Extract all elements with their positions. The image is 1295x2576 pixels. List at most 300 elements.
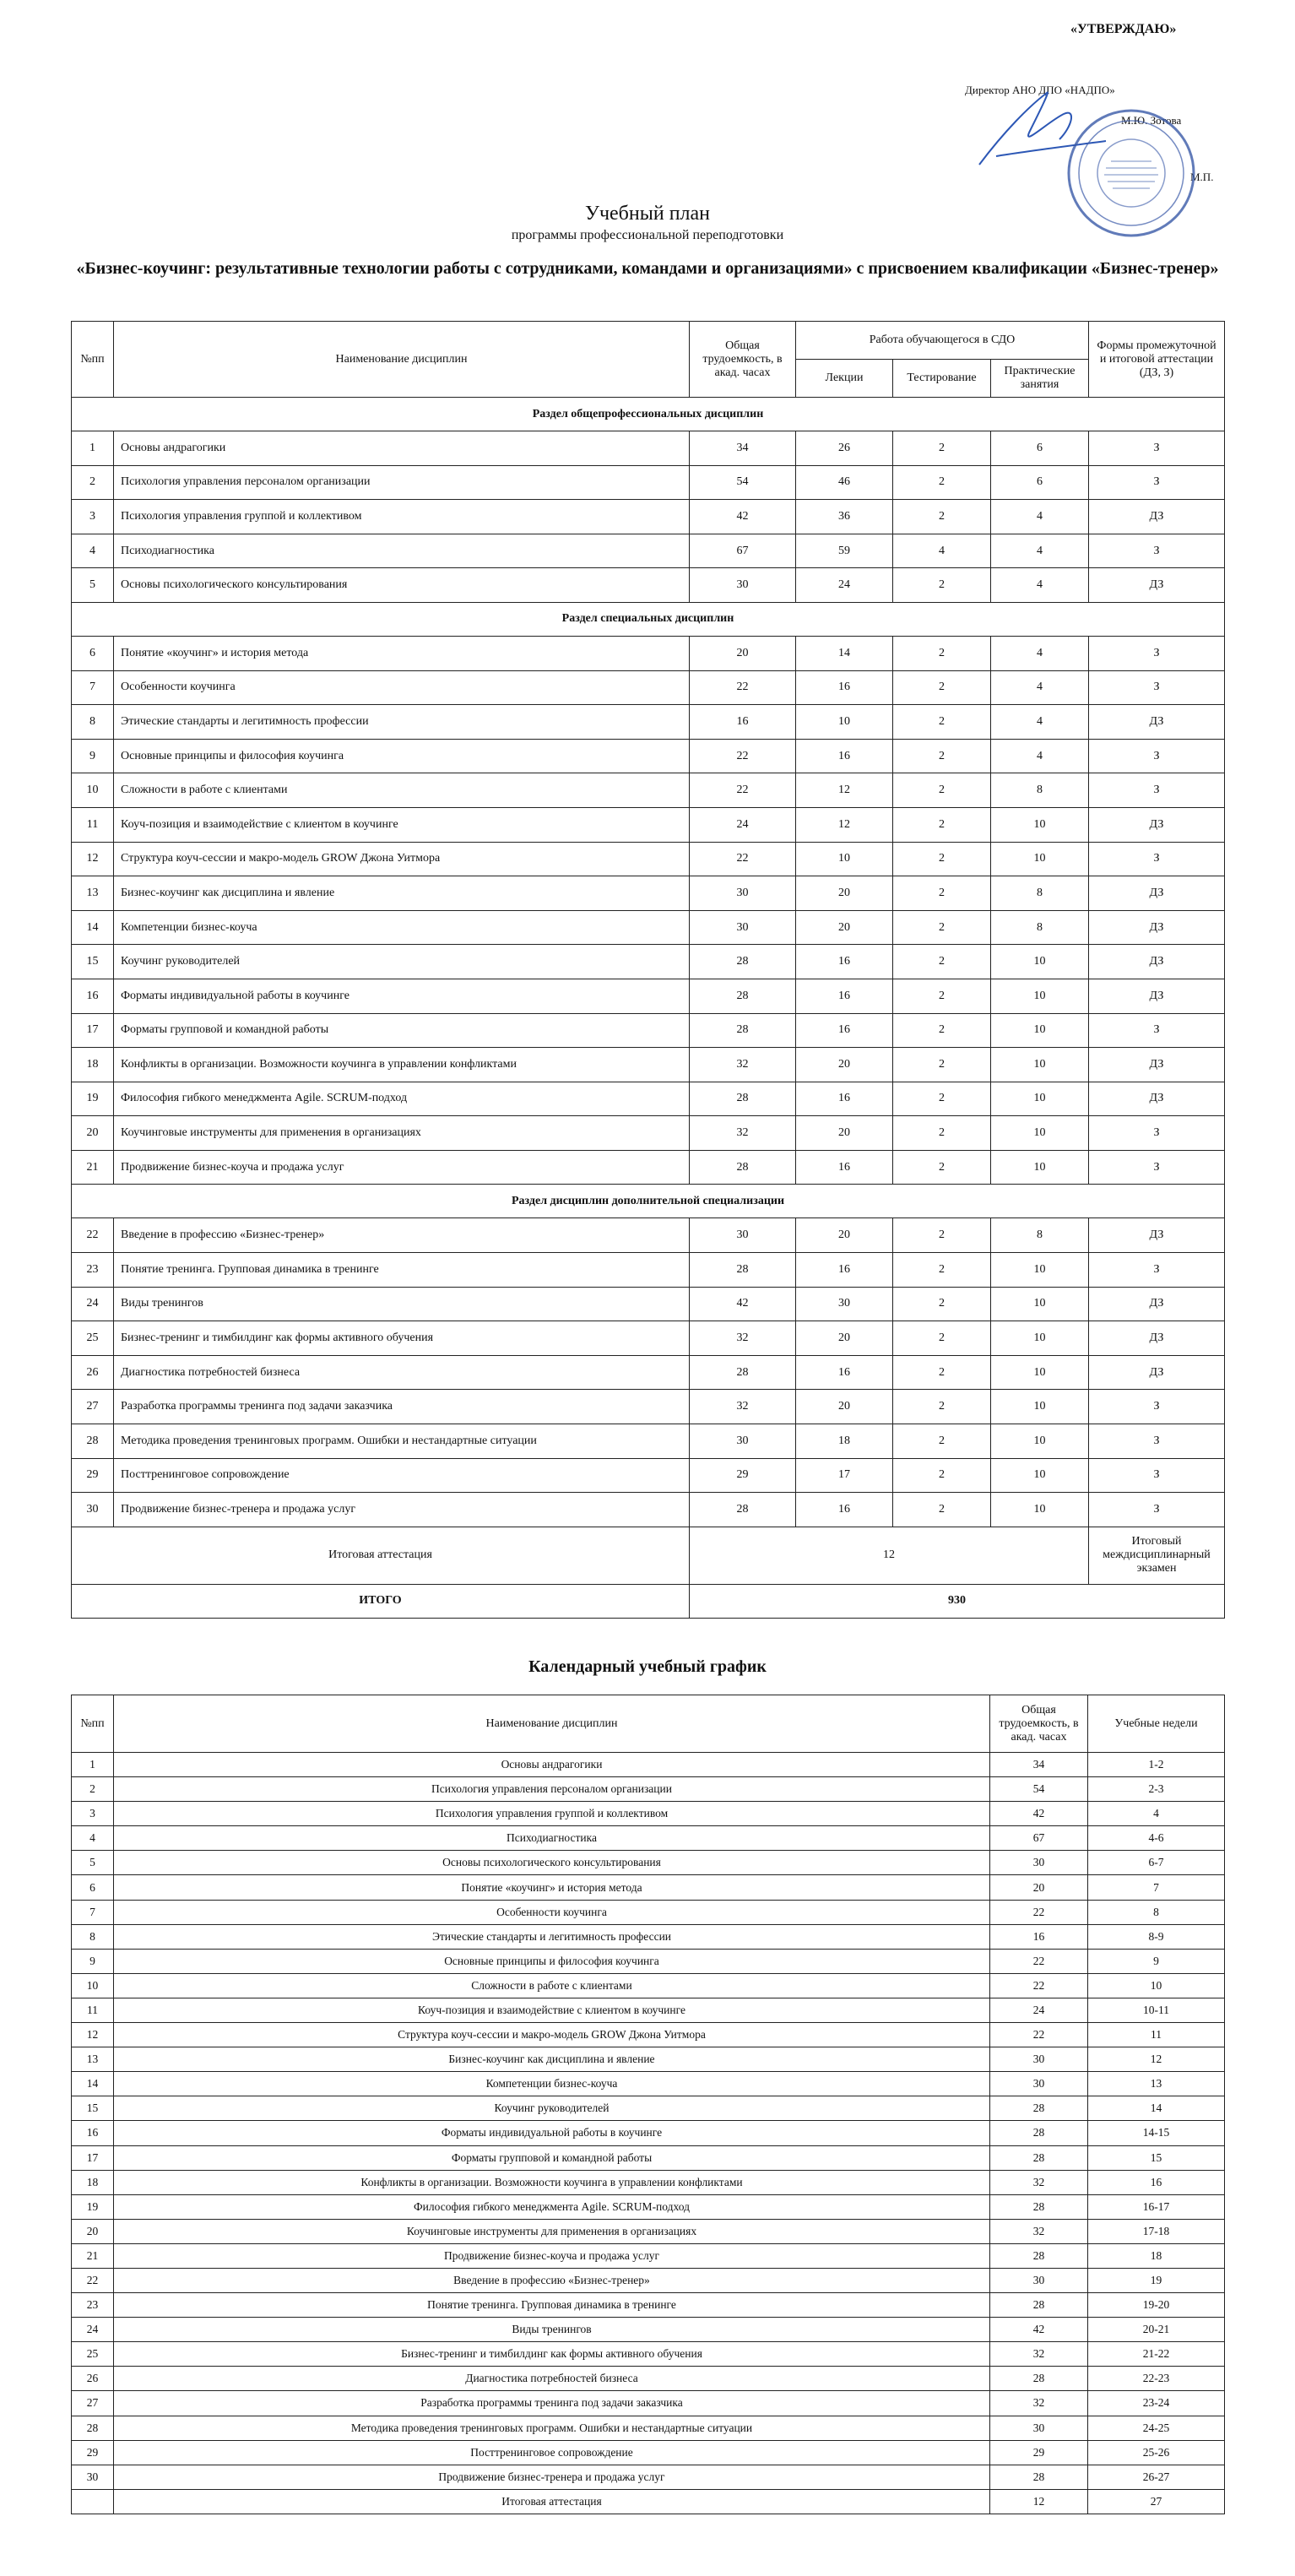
cell-num: 1 (72, 431, 114, 466)
table-row (72, 2219, 1225, 2243)
cal-cell-weeks: 13 (1088, 2072, 1225, 2096)
cell-form: З (1089, 670, 1225, 705)
cell-num: 13 (72, 876, 114, 911)
cal-cell-num: 28 (72, 2416, 114, 2440)
cal-cell-name: Понятие «коучинг» и история метода (114, 1875, 990, 1900)
cal-cell-weeks: 16-17 (1088, 2194, 1225, 2219)
cal-cell-name: Основы психологического консультирования (114, 1851, 990, 1875)
table-row (72, 2170, 1225, 2194)
cal-cell-num: 30 (72, 2465, 114, 2489)
cell-testing: 2 (893, 910, 991, 945)
table-row (72, 1875, 1225, 1900)
cell-practice: 10 (991, 1493, 1089, 1527)
cal-cell-weeks: 14-15 (1088, 2121, 1225, 2145)
cell-lectures: 18 (796, 1424, 893, 1459)
cell-name: Методика проведения тренинговых программ. Ошибки и нестандартные ситуации (114, 1424, 690, 1459)
table-row (72, 2023, 1225, 2047)
cal-cell-weeks: 19-20 (1088, 2293, 1225, 2318)
cell-testing: 2 (893, 1355, 991, 1390)
cell-total: 34 (690, 431, 796, 466)
cal-cell-total: 28 (990, 2096, 1088, 2121)
cal-cell-num: 23 (72, 2293, 114, 2318)
cal-cell-name: Бизнес-тренинг и тимбилдинг как формы активного обучения (114, 2342, 990, 2367)
table-row (72, 534, 1225, 568)
cell-num: 6 (72, 636, 114, 670)
cal-cell-total: 28 (990, 2293, 1088, 2318)
cal-cell-weeks: 9 (1088, 1949, 1225, 1973)
cell-name: Бизнес-коучинг как дисциплина и явление (114, 876, 690, 911)
cell-form: ДЗ (1089, 910, 1225, 945)
cal-cell-num: 22 (72, 2268, 114, 2292)
cell-name: Этические стандарты и легитимность профессии (114, 705, 690, 740)
cell-name: Психодиагностика (114, 534, 690, 568)
cal-cell-total: 24 (990, 1998, 1088, 2022)
table-row (72, 1900, 1225, 1924)
cell-name: Виды тренингов (114, 1287, 690, 1321)
cell-name: Структура коуч-сессии и макро-модель GROW Джона Уитмора (114, 842, 690, 876)
header-total: Общая трудоемкость, в акад. часах (690, 322, 796, 398)
cell-practice: 10 (991, 842, 1089, 876)
cell-testing: 2 (893, 568, 991, 603)
cal-cell-name: Продвижение бизнес-коуча и продажа услуг (114, 2243, 990, 2268)
section-title: Раздел специальных дисциплин (72, 602, 1225, 636)
cal-cell-weeks: 20-21 (1088, 2318, 1225, 2342)
table-row (72, 1321, 1225, 1356)
cal-cell-num: 26 (72, 2367, 114, 2391)
cell-name: Введение в профессию «Бизнес-тренер» (114, 1218, 690, 1253)
cell-practice: 4 (991, 670, 1089, 705)
cal-cell-total: 22 (990, 2023, 1088, 2047)
cell-total: 28 (690, 1253, 796, 1288)
table-row (72, 1082, 1225, 1116)
cell-name: Форматы индивидуальной работы в коучинге (114, 979, 690, 1013)
cell-testing: 2 (893, 1218, 991, 1253)
table-row (72, 1048, 1225, 1082)
cell-total: 22 (690, 739, 796, 773)
curriculum-table (71, 321, 1225, 1619)
cell-practice: 10 (991, 979, 1089, 1013)
cell-lectures: 12 (796, 807, 893, 842)
cell-form: З (1089, 1424, 1225, 1459)
cal-cell-num: 11 (72, 1998, 114, 2022)
cell-lectures: 17 (796, 1458, 893, 1493)
cell-total: 28 (690, 1013, 796, 1048)
cell-lectures: 14 (796, 636, 893, 670)
table-row (72, 2391, 1225, 2416)
cell-form: ДЗ (1089, 1082, 1225, 1116)
cal-cell-name: Бизнес-коучинг как дисциплина и явление (114, 2047, 990, 2072)
table-row (72, 1753, 1225, 1777)
cell-practice: 10 (991, 1116, 1089, 1151)
cell-total: 28 (690, 979, 796, 1013)
cal-cell-weeks: 16 (1088, 2170, 1225, 2194)
cell-name: Посттренинговое сопровождение (114, 1458, 690, 1493)
cell-form: ДЗ (1089, 1355, 1225, 1390)
cell-practice: 4 (991, 739, 1089, 773)
cal-cell-num: 12 (72, 2023, 114, 2047)
cell-num: 3 (72, 500, 114, 534)
cal-cell-num: 24 (72, 2318, 114, 2342)
cell-form: З (1089, 1458, 1225, 1493)
cell-testing: 2 (893, 1048, 991, 1082)
table-row (72, 500, 1225, 534)
table-row (72, 1458, 1225, 1493)
cell-name: Психология управления персоналом организации (114, 465, 690, 500)
program-title: «Бизнес-коучинг: результативные технологии работы с сотрудниками, командами и организациями» с присвоением квалификации «Бизнес-тренер» (76, 259, 1219, 278)
cell-lectures: 24 (796, 568, 893, 603)
table-row (72, 2145, 1225, 2170)
cell-practice: 4 (991, 636, 1089, 670)
cal-cell-num: 7 (72, 1900, 114, 1924)
table-row (72, 1851, 1225, 1875)
table-row (72, 1998, 1225, 2022)
header-testing: Тестирование (893, 360, 991, 398)
cal-cell-total: 28 (990, 2145, 1088, 2170)
table-row (72, 1493, 1225, 1527)
cell-num: 2 (72, 465, 114, 500)
cal-cell-total: 30 (990, 2416, 1088, 2440)
table-row (72, 739, 1225, 773)
cal-cell-weeks: 23-24 (1088, 2391, 1225, 2416)
cell-name: Понятие «коучинг» и история метода (114, 636, 690, 670)
cell-total: 24 (690, 807, 796, 842)
cal-cell-weeks: 15 (1088, 2145, 1225, 2170)
cal-cell-weeks: 25-26 (1088, 2440, 1225, 2465)
cell-practice: 8 (991, 876, 1089, 911)
cal-cell-total: 67 (990, 1826, 1088, 1851)
table-row (72, 1924, 1225, 1949)
cal-cell-total: 54 (990, 1777, 1088, 1802)
table-row (72, 2318, 1225, 2342)
cal-cell-weeks: 24-25 (1088, 2416, 1225, 2440)
table-row (72, 2194, 1225, 2219)
cal-cell-weeks: 22-23 (1088, 2367, 1225, 2391)
cal-cell-num: 9 (72, 1949, 114, 1973)
cell-form: ДЗ (1089, 1287, 1225, 1321)
table-row (72, 945, 1225, 979)
cell-testing: 4 (893, 534, 991, 568)
cal-cell-num: 20 (72, 2219, 114, 2243)
cell-num: 12 (72, 842, 114, 876)
section-row (72, 602, 1225, 636)
cal-cell-name: Основы андрагогики (114, 1753, 990, 1777)
cell-lectures: 36 (796, 500, 893, 534)
cal-cell-name: Разработка программы тренинга под задачи заказчика (114, 2391, 990, 2416)
cal-cell-total: 28 (990, 2121, 1088, 2145)
cell-num: 23 (72, 1253, 114, 1288)
cell-num: 7 (72, 670, 114, 705)
table-row (72, 1777, 1225, 1802)
signer-name: М.Ю. Зотова (1121, 114, 1182, 127)
table-row (72, 1826, 1225, 1851)
section-title: Раздел общепрофессиональных дисциплин (72, 398, 1225, 431)
cell-testing: 2 (893, 1082, 991, 1116)
table-row (72, 465, 1225, 500)
cell-name: Разработка программы тренинга под задачи заказчика (114, 1390, 690, 1424)
cell-lectures: 16 (796, 1082, 893, 1116)
table-row (72, 2367, 1225, 2391)
cal-cell-total: 30 (990, 1851, 1088, 1875)
cell-lectures: 20 (796, 1116, 893, 1151)
cell-testing: 2 (893, 1390, 991, 1424)
calendar-title: Календарный учебный график (528, 1657, 767, 1676)
cell-num: 8 (72, 705, 114, 740)
cell-practice: 10 (991, 1082, 1089, 1116)
cell-name: Сложности в работе с клиентами (114, 773, 690, 808)
cell-form: З (1089, 1013, 1225, 1048)
cell-form: ДЗ (1089, 979, 1225, 1013)
cell-num: 29 (72, 1458, 114, 1493)
cell-practice: 8 (991, 773, 1089, 808)
cal-header-name: Наименование дисциплин (114, 1695, 990, 1753)
cal-cell-weeks: 27 (1088, 2489, 1225, 2514)
cal-cell-weeks: 17-18 (1088, 2219, 1225, 2243)
approval-heading: «УТВЕРЖДАЮ» (1070, 22, 1177, 36)
table-row (72, 431, 1225, 466)
cell-lectures: 59 (796, 534, 893, 568)
cell-testing: 2 (893, 842, 991, 876)
cal-cell-total: 28 (990, 2465, 1088, 2489)
cal-cell-name: Компетенции бизнес-коуча (114, 2072, 990, 2096)
cal-cell-name: Посттренинговое сопровождение (114, 2440, 990, 2465)
table-row (72, 2121, 1225, 2145)
cal-cell-total: 22 (990, 1973, 1088, 1998)
cal-cell-num: 16 (72, 2121, 114, 2145)
cell-name: Бизнес-тренинг и тимбилдинг как формы активного обучения (114, 1321, 690, 1356)
cal-cell-num: 1 (72, 1753, 114, 1777)
table-row (72, 2293, 1225, 2318)
table-row (72, 807, 1225, 842)
cell-form: З (1089, 1253, 1225, 1288)
cal-cell-name: Коуч-позиция и взаимодействие с клиентом в коучинге (114, 1998, 990, 2022)
cell-practice: 4 (991, 705, 1089, 740)
section-row (72, 1185, 1225, 1218)
cal-cell-total: 42 (990, 2318, 1088, 2342)
cal-cell-weeks: 14 (1088, 2096, 1225, 2121)
cell-total: 22 (690, 773, 796, 808)
table-row (72, 2243, 1225, 2268)
table-row (72, 1802, 1225, 1826)
cell-form: З (1089, 534, 1225, 568)
header-practice: Практические занятия (991, 360, 1089, 398)
cell-testing: 2 (893, 1321, 991, 1356)
cell-lectures: 16 (796, 979, 893, 1013)
cell-practice: 10 (991, 1355, 1089, 1390)
header-forms: Формы промежуточной и итоговой аттестации (ДЗ, З) (1089, 322, 1225, 398)
cell-name: Понятие тренинга. Групповая динамика в тренинге (114, 1253, 690, 1288)
cell-testing: 2 (893, 773, 991, 808)
cell-practice: 10 (991, 1458, 1089, 1493)
table-row (72, 1287, 1225, 1321)
cell-testing: 2 (893, 500, 991, 534)
cell-lectures: 20 (796, 1218, 893, 1253)
cal-cell-weeks: 6-7 (1088, 1851, 1225, 1875)
cell-total: 30 (690, 910, 796, 945)
cell-form: З (1089, 739, 1225, 773)
cell-testing: 2 (893, 431, 991, 466)
cell-testing: 2 (893, 876, 991, 911)
cell-lectures: 20 (796, 1321, 893, 1356)
cell-practice: 10 (991, 1048, 1089, 1082)
table-row (72, 2465, 1225, 2489)
cell-name: Основы психологического консультирования (114, 568, 690, 603)
table-row (72, 2047, 1225, 2072)
cell-lectures: 10 (796, 842, 893, 876)
cal-cell-name: Основные принципы и философия коучинга (114, 1949, 990, 1973)
cal-cell-name: Продвижение бизнес-тренера и продажа услуг (114, 2465, 990, 2489)
cell-form: З (1089, 465, 1225, 500)
cell-practice: 10 (991, 1287, 1089, 1321)
table-row (72, 2440, 1225, 2465)
cal-cell-name: Введение в профессию «Бизнес-тренер» (114, 2268, 990, 2292)
header-work: Работа обучающегося в СДО (796, 322, 1089, 360)
table-row (72, 1424, 1225, 1459)
cal-cell-num: 5 (72, 1851, 114, 1875)
cell-lectures: 16 (796, 1253, 893, 1288)
cell-lectures: 16 (796, 670, 893, 705)
table-row (72, 1253, 1225, 1288)
cell-num: 18 (72, 1048, 114, 1082)
cal-cell-name: Психодиагностика (114, 1826, 990, 1851)
cell-name: Продвижение бизнес-тренера и продажа услуг (114, 1493, 690, 1527)
director-title: Директор АНО ДПО «НАДПО» (965, 84, 1115, 96)
cal-cell-name: Понятие тренинга. Групповая динамика в тренинге (114, 2293, 990, 2318)
cal-cell-total: 29 (990, 2440, 1088, 2465)
cal-cell-name: Диагностика потребностей бизнеса (114, 2367, 990, 2391)
table-row (72, 1013, 1225, 1048)
cell-testing: 2 (893, 636, 991, 670)
header-num: №пп (72, 322, 114, 398)
cal-cell-num: 29 (72, 2440, 114, 2465)
cal-cell-num (72, 2489, 114, 2514)
cal-cell-total: 22 (990, 1949, 1088, 1973)
cell-form: ДЗ (1089, 568, 1225, 603)
cell-total: 29 (690, 1458, 796, 1493)
cell-total: 32 (690, 1321, 796, 1356)
cal-header-num: №пп (72, 1695, 114, 1753)
cell-practice: 10 (991, 1424, 1089, 1459)
table-row (72, 2489, 1225, 2514)
cal-cell-weeks: 10 (1088, 1973, 1225, 1998)
cell-form: ДЗ (1089, 1321, 1225, 1356)
cell-name: Компетенции бизнес-коуча (114, 910, 690, 945)
table-row (72, 568, 1225, 603)
cell-total: 22 (690, 670, 796, 705)
cell-lectures: 16 (796, 739, 893, 773)
cal-cell-name: Методика проведения тренинговых программ. Ошибки и нестандартные ситуации (114, 2416, 990, 2440)
cell-lectures: 30 (796, 1287, 893, 1321)
cell-name: Конфликты в организации. Возможности коучинга в управлении конфликтами (114, 1048, 690, 1082)
cell-lectures: 16 (796, 1355, 893, 1390)
cell-num: 21 (72, 1150, 114, 1185)
cal-cell-total: 32 (990, 2170, 1088, 2194)
cell-lectures: 16 (796, 1150, 893, 1185)
final-hours: 12 (690, 1527, 1089, 1584)
cal-cell-weeks: 2-3 (1088, 1777, 1225, 1802)
total-hours: 930 (690, 1584, 1225, 1618)
cell-num: 11 (72, 807, 114, 842)
cell-form: З (1089, 636, 1225, 670)
cell-total: 42 (690, 500, 796, 534)
cal-cell-num: 10 (72, 1973, 114, 1998)
table-row (72, 670, 1225, 705)
cal-cell-total: 28 (990, 2194, 1088, 2219)
cell-practice: 10 (991, 1390, 1089, 1424)
page-title: Учебный план (584, 203, 711, 225)
cell-testing: 2 (893, 1493, 991, 1527)
cal-cell-total: 42 (990, 1802, 1088, 1826)
cal-cell-num: 18 (72, 2170, 114, 2194)
cal-cell-weeks: 8 (1088, 1900, 1225, 1924)
cell-total: 42 (690, 1287, 796, 1321)
cell-total: 20 (690, 636, 796, 670)
cal-cell-total: 16 (990, 1924, 1088, 1949)
cal-header-total: Общая трудоемкость, в акад. часах (990, 1695, 1088, 1753)
table-row (72, 876, 1225, 911)
cal-cell-num: 14 (72, 2072, 114, 2096)
cell-num: 19 (72, 1082, 114, 1116)
cal-cell-num: 17 (72, 2145, 114, 2170)
cell-form: З (1089, 1150, 1225, 1185)
cell-num: 16 (72, 979, 114, 1013)
cell-num: 27 (72, 1390, 114, 1424)
cell-num: 24 (72, 1287, 114, 1321)
cell-testing: 2 (893, 1116, 991, 1151)
cal-cell-total: 28 (990, 2243, 1088, 2268)
cal-cell-weeks: 8-9 (1088, 1924, 1225, 1949)
cal-cell-weeks: 10-11 (1088, 1998, 1225, 2022)
cal-cell-name: Структура коуч-сессии и макро-модель GROW Джона Уитмора (114, 2023, 990, 2047)
cell-num: 22 (72, 1218, 114, 1253)
cal-cell-num: 4 (72, 1826, 114, 1851)
cell-practice: 10 (991, 1321, 1089, 1356)
cell-name: Основы андрагогики (114, 431, 690, 466)
cal-cell-total: 32 (990, 2391, 1088, 2416)
table-row (72, 636, 1225, 670)
cell-practice: 4 (991, 568, 1089, 603)
page-subtitle: программы профессиональной переподготовки (511, 228, 784, 242)
cal-cell-total: 34 (990, 1753, 1088, 1777)
final-form: Итоговый междисциплинарный экзамен (1089, 1527, 1225, 1584)
calendar-table (71, 1695, 1225, 2514)
cal-cell-name: Конфликты в организации. Возможности коучинга в управлении конфликтами (114, 2170, 990, 2194)
table-row (72, 1949, 1225, 1973)
header-name: Наименование дисциплин (114, 322, 690, 398)
cell-practice: 10 (991, 1253, 1089, 1288)
cell-form: З (1089, 1493, 1225, 1527)
cal-cell-num: 27 (72, 2391, 114, 2416)
cal-cell-name: Психология управления группой и коллективом (114, 1802, 990, 1826)
cell-testing: 2 (893, 945, 991, 979)
cal-cell-num: 25 (72, 2342, 114, 2367)
cal-cell-num: 6 (72, 1875, 114, 1900)
cell-lectures: 26 (796, 431, 893, 466)
cell-form: ДЗ (1089, 1218, 1225, 1253)
total-label: ИТОГО (72, 1584, 690, 1618)
cell-testing: 2 (893, 739, 991, 773)
cell-name: Коучинг руководителей (114, 945, 690, 979)
cell-practice: 4 (991, 500, 1089, 534)
cell-testing: 2 (893, 465, 991, 500)
cell-total: 67 (690, 534, 796, 568)
cal-cell-total: 30 (990, 2268, 1088, 2292)
cal-cell-name: Этические стандарты и легитимность профессии (114, 1924, 990, 1949)
cal-cell-total: 32 (990, 2342, 1088, 2367)
cell-total: 32 (690, 1390, 796, 1424)
cal-header-weeks: Учебные недели (1088, 1695, 1225, 1753)
cell-lectures: 12 (796, 773, 893, 808)
cell-num: 20 (72, 1116, 114, 1151)
